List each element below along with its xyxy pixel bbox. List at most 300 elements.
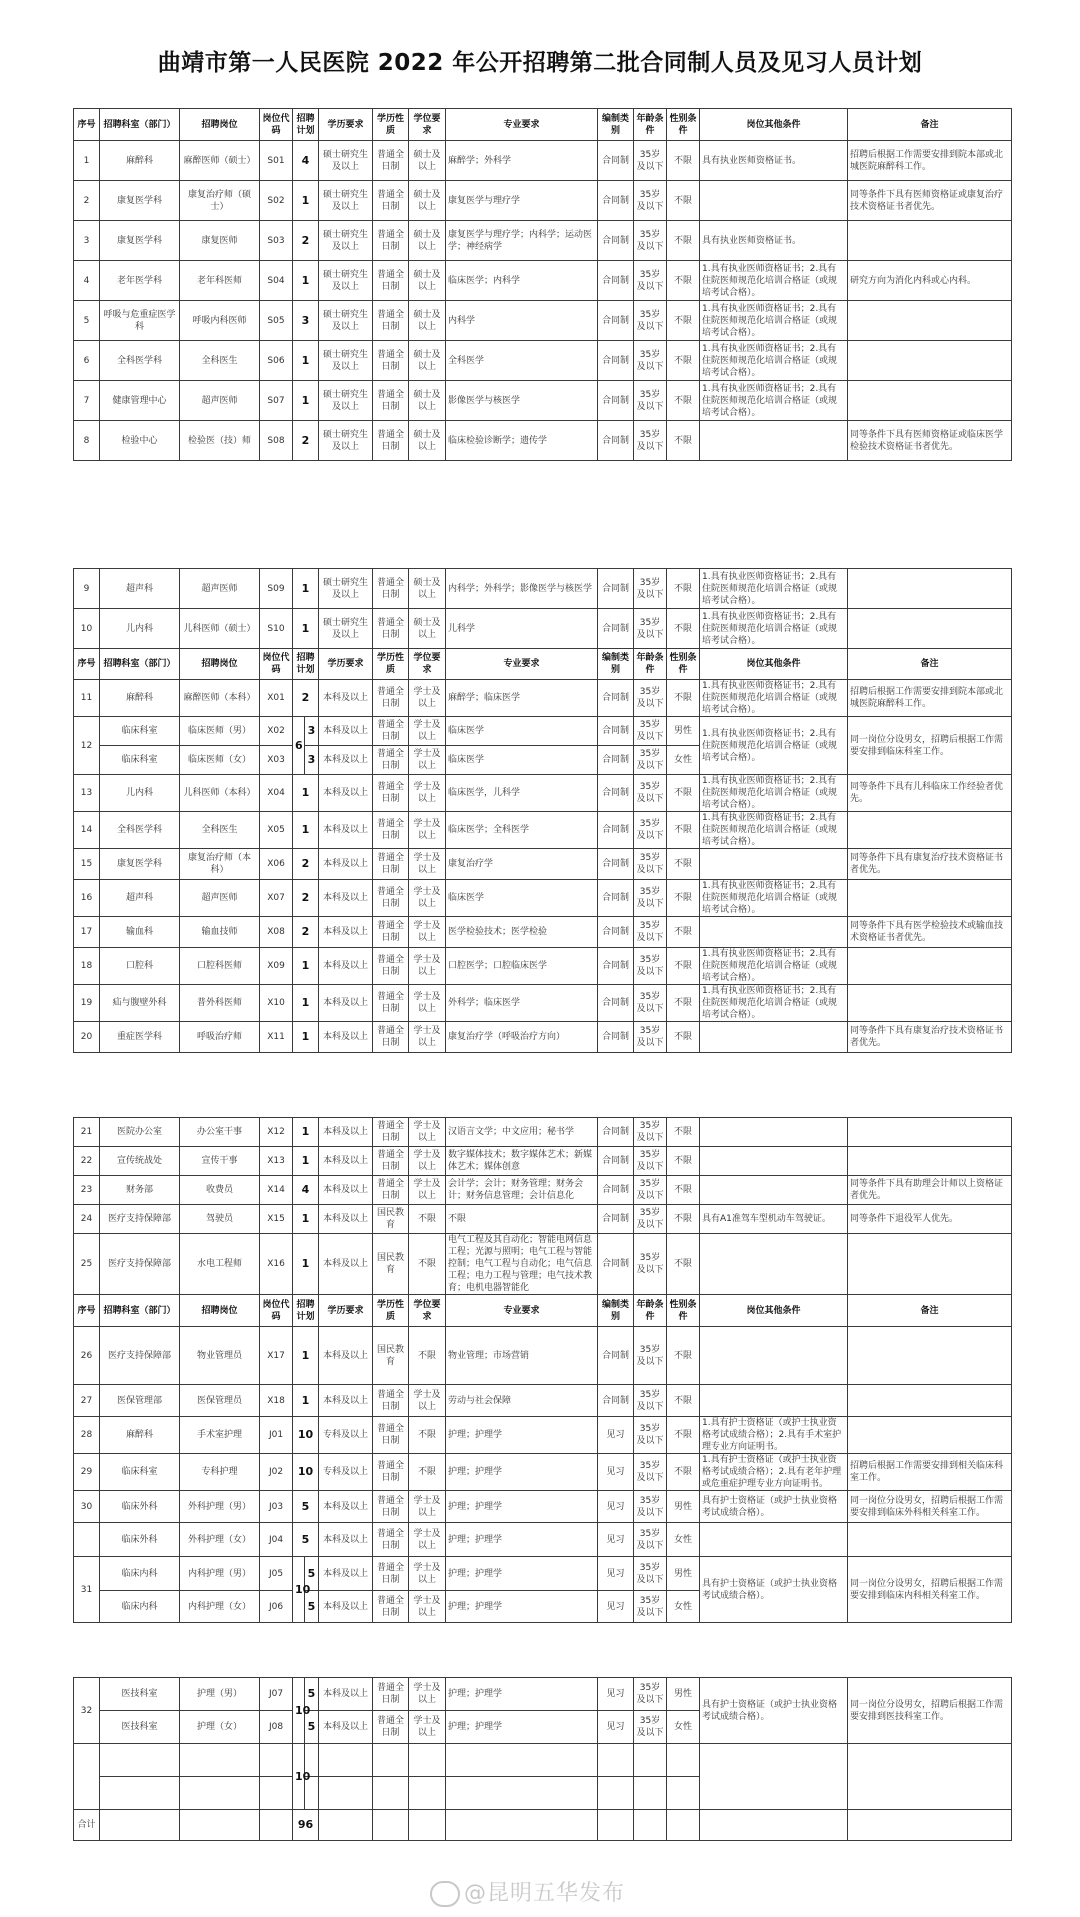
- cell-c: X03: [260, 746, 293, 775]
- cell-o: 具有护士资格证（或护士执业资格考试成绩合格）。: [700, 1491, 848, 1523]
- plan-cell: 5: [293, 1523, 319, 1557]
- cell-o: [700, 1118, 848, 1147]
- plan-cell: 1: [293, 569, 319, 609]
- header-note: 备注: [848, 649, 1012, 680]
- cell-e: 本科及以上: [319, 717, 373, 746]
- cell-n: 12: [74, 717, 100, 775]
- cell-f: 普通全日制: [373, 569, 409, 609]
- cell-p: 专科护理: [180, 1454, 260, 1491]
- header-code: 岗位代码: [260, 109, 293, 141]
- header-major: 专业要求: [446, 109, 598, 141]
- table-row: [74, 1205, 1012, 1234]
- cell-d: 医疗支持保障部: [100, 1205, 180, 1234]
- cell-c: S03: [260, 221, 293, 261]
- table-row: [74, 381, 1012, 421]
- cell-x: 女性: [667, 1591, 700, 1623]
- cell-d: 财务部: [100, 1176, 180, 1205]
- cell-s: 合同制: [598, 301, 634, 341]
- cell-a: 35岁及以下: [634, 609, 667, 649]
- cell-e: 本科及以上: [319, 1327, 373, 1385]
- cell-s: 合同制: [598, 1234, 634, 1295]
- cell-d: 临床内科: [100, 1591, 180, 1623]
- cell-g: 学士及以上: [409, 1491, 446, 1523]
- cell-r: [848, 221, 1012, 261]
- cell-m: 物业管理；市场营销: [446, 1327, 598, 1385]
- cell-f: 普通全日制: [373, 1523, 409, 1557]
- cell-e: 本科及以上: [319, 1205, 373, 1234]
- cell-c: X13: [260, 1147, 293, 1176]
- cell-e: 专科及以上: [319, 1417, 373, 1454]
- header-plan: 招聘计划: [293, 649, 319, 680]
- cell-g: 不限: [409, 1454, 446, 1491]
- cell-r: 招聘后根据工作需要安排到院本部或北城医院麻醉科工作。: [848, 680, 1012, 717]
- cell-e: 硕士研究生及以上: [319, 421, 373, 461]
- cell-p: 超声医师: [180, 569, 260, 609]
- cell-r: [848, 609, 1012, 649]
- cell-p: 临床医师（女）: [180, 746, 260, 775]
- cell-g: 学士及以上: [409, 880, 446, 917]
- cell-n: [74, 1744, 100, 1810]
- plan-cell: 5: [305, 1557, 319, 1591]
- cell-g: 学士及以上: [409, 1557, 446, 1591]
- cell-e: 硕士研究生及以上: [319, 141, 373, 181]
- table-row: [74, 1523, 1012, 1557]
- cell-c: X08: [260, 917, 293, 948]
- cell-a: 35岁及以下: [634, 775, 667, 812]
- cell-o: 具有护士资格证（或护士执业资格考试成绩合格）。: [700, 1557, 848, 1623]
- cell-r: [848, 1744, 1012, 1810]
- cell-o: [700, 917, 848, 948]
- cell-o: 1.具有护士资格证（或护士执业资格考试成绩合格）；2.具有老年护理或危重症护理专业方向证明书。: [700, 1454, 848, 1491]
- cell-f: 国民教育: [373, 1234, 409, 1295]
- cell-a: 35岁及以下: [634, 1491, 667, 1523]
- cell-s: 合同制: [598, 948, 634, 985]
- cell-n: 10: [74, 609, 100, 649]
- cell-d: 麻醉科: [100, 141, 180, 181]
- cell-g: 学士及以上: [409, 948, 446, 985]
- cell-x: 男性: [667, 1678, 700, 1711]
- cell-f: 普通全日制: [373, 261, 409, 301]
- cell-f: 普通全日制: [373, 609, 409, 649]
- table-row: [74, 1417, 1012, 1454]
- cell-x: 不限: [667, 609, 700, 649]
- cell-p: 老年科医师: [180, 261, 260, 301]
- header-seq: 序号: [74, 649, 100, 680]
- cell-c: X17: [260, 1327, 293, 1385]
- cell-m: 内科学: [446, 301, 598, 341]
- total-row: [74, 1810, 1012, 1841]
- cell-r: 同一岗位分设男女，招聘后根据工作需要安排到医技科室工作。: [848, 1678, 1012, 1744]
- cell-f: 普通全日制: [373, 1591, 409, 1623]
- cell-m: 麻醉学；临床医学: [446, 680, 598, 717]
- cell-n: [74, 1523, 100, 1557]
- cell-r: 招聘后根据工作需要安排到院本部或北城医院麻醉科工作。: [848, 141, 1012, 181]
- cell-o: 1.具有执业医师资格证书；2.具有住院医师规范化培训合格证（或规培考试合格）。: [700, 341, 848, 381]
- cell-d: 医疗支持保障部: [100, 1327, 180, 1385]
- header-plan: 招聘计划: [293, 1295, 319, 1327]
- header-degree: 学位要求: [409, 109, 446, 141]
- cell-o: [700, 1385, 848, 1417]
- cell-o: [700, 849, 848, 880]
- cell-m: 内科学；外科学；影像医学与核医学: [446, 569, 598, 609]
- header-edu: 学历要求: [319, 1295, 373, 1327]
- cell-c: X12: [260, 1118, 293, 1147]
- cell-m: [446, 1744, 598, 1777]
- cell-x: 男性: [667, 1491, 700, 1523]
- cell-o: 具有护士资格证（或护士执业资格考试成绩合格）。: [700, 1678, 848, 1744]
- cell-e: 硕士研究生及以上: [319, 301, 373, 341]
- cell-m: 劳动与社会保障: [446, 1385, 598, 1417]
- watermark: [430, 1876, 625, 1907]
- cell-e: 硕士研究生及以上: [319, 261, 373, 301]
- cell-x: 不限: [667, 985, 700, 1022]
- cell-c: S09: [260, 569, 293, 609]
- cell-c: S10: [260, 609, 293, 649]
- plan-cell: 10: [293, 1454, 319, 1491]
- cell-s: 合同制: [598, 609, 634, 649]
- table-row: [74, 717, 1012, 746]
- plan-cell: 1: [293, 1234, 319, 1295]
- header-code: 岗位代码: [260, 1295, 293, 1327]
- cell-o: 1.具有执业医师资格证书；2.具有住院医师规范化培训合格证（或规培考试合格）。: [700, 680, 848, 717]
- cell-m: 临床医学: [446, 746, 598, 775]
- cell-g: 硕士及以上: [409, 609, 446, 649]
- cell-g: 学士及以上: [409, 812, 446, 849]
- cell-e: 硕士研究生及以上: [319, 381, 373, 421]
- cell-x: 不限: [667, 849, 700, 880]
- cell-p: 呼吸治疗师: [180, 1022, 260, 1053]
- total-value: 96: [293, 1810, 319, 1841]
- cell-p: 超声医师: [180, 381, 260, 421]
- cell-r: [848, 1385, 1012, 1417]
- cell-x: 不限: [667, 812, 700, 849]
- cell-x: 不限: [667, 221, 700, 261]
- cell-e: 本科及以上: [319, 917, 373, 948]
- merged-plan-cell: 10: [293, 1744, 305, 1810]
- cell-g: 学士及以上: [409, 1176, 446, 1205]
- table-row: [74, 141, 1012, 181]
- cell-c: J03: [260, 1491, 293, 1523]
- table-row: [74, 1327, 1012, 1385]
- cell-p: 麻醉医师（本科）: [180, 680, 260, 717]
- cell-a: 35岁及以下: [634, 221, 667, 261]
- cell-a: 35岁及以下: [634, 1234, 667, 1295]
- cell-r: [848, 1118, 1012, 1147]
- table-row: [74, 1678, 1012, 1711]
- cell-g: 不限: [409, 1417, 446, 1454]
- cell-a: 35岁及以下: [634, 1205, 667, 1234]
- cell-c: X16: [260, 1234, 293, 1295]
- cell-f: 普通全日制: [373, 1557, 409, 1591]
- cell-g: 硕士及以上: [409, 421, 446, 461]
- cell-c: X15: [260, 1205, 293, 1234]
- cell-p: 普外科医师: [180, 985, 260, 1022]
- cell-x: 不限: [667, 1417, 700, 1454]
- plan-cell: 10: [293, 1417, 319, 1454]
- empty-cell: [700, 1810, 848, 1841]
- cell-g: 硕士及以上: [409, 381, 446, 421]
- cell-r: 同等条件下具有医师资格证或临床医学检验技术资格证书者优先。: [848, 421, 1012, 461]
- cell-p: 外科护理（女）: [180, 1523, 260, 1557]
- cell-a: 35岁及以下: [634, 917, 667, 948]
- cell-r: 同等条件下具有儿科临床工作经验者优先。: [848, 775, 1012, 812]
- cell-m: 不限: [446, 1205, 598, 1234]
- cell-c: X09: [260, 948, 293, 985]
- header-staff: 编制类别: [598, 1295, 634, 1327]
- cell-p: 内科护理（男）: [180, 1557, 260, 1591]
- cell-m: 麻醉学；外科学: [446, 141, 598, 181]
- cell-c: J04: [260, 1523, 293, 1557]
- cell-x: 不限: [667, 917, 700, 948]
- cell-g: 学士及以上: [409, 1711, 446, 1744]
- table-row: [74, 1491, 1012, 1523]
- cell-x: 不限: [667, 775, 700, 812]
- cell-r: 同等条件下具有助理会计师以上资格证者优先。: [848, 1176, 1012, 1205]
- cell-s: [598, 1777, 634, 1810]
- cell-g: 学士及以上: [409, 849, 446, 880]
- cell-f: 普通全日制: [373, 849, 409, 880]
- cell-m: 会计学；会计；财务管理；财务会计；财务信息管理；会计信息化: [446, 1176, 598, 1205]
- cell-a: 35岁及以下: [634, 1118, 667, 1147]
- table-row: [74, 1147, 1012, 1176]
- plan-cell: 3: [305, 717, 319, 746]
- cell-c: J06: [260, 1591, 293, 1623]
- cell-f: 普通全日制: [373, 1147, 409, 1176]
- cell-q: 3: [293, 301, 319, 341]
- header-staff: 编制类别: [598, 649, 634, 680]
- cell-s: 合同制: [598, 775, 634, 812]
- cell-r: 研究方向为消化内科或心内科。: [848, 261, 1012, 301]
- cell-r: 同一岗位分设男女，招聘后根据工作需要安排到临床外科相关科室工作。: [848, 1491, 1012, 1523]
- cell-x: 不限: [667, 421, 700, 461]
- cell-a: 35岁及以下: [634, 1327, 667, 1385]
- cell-s: 见习: [598, 1454, 634, 1491]
- cell-a: 35岁及以下: [634, 1523, 667, 1557]
- empty-cell: [260, 1810, 293, 1841]
- table-row: [74, 1176, 1012, 1205]
- cell-m: 护理；护理学: [446, 1454, 598, 1491]
- cell-m: 外科学；临床医学: [446, 985, 598, 1022]
- cell-d: [100, 1744, 180, 1777]
- cell-d: 口腔科: [100, 948, 180, 985]
- cell-c: J01: [260, 1417, 293, 1454]
- cell-g: 学士及以上: [409, 985, 446, 1022]
- cell-q: 1: [293, 261, 319, 301]
- cell-a: 35岁及以下: [634, 717, 667, 746]
- cell-e: 本科及以上: [319, 948, 373, 985]
- cell-m: 护理；护理学: [446, 1417, 598, 1454]
- cell-p: 护理（男）: [180, 1678, 260, 1711]
- cell-e: 本科及以上: [319, 680, 373, 717]
- plan-cell: 5: [305, 1678, 319, 1711]
- cell-x: 不限: [667, 261, 700, 301]
- cell-r: [848, 1147, 1012, 1176]
- cell-d: 医院办公室: [100, 1118, 180, 1147]
- cell-c: X07: [260, 880, 293, 917]
- cell-p: 手术室护理: [180, 1417, 260, 1454]
- cell-d: 儿内科: [100, 775, 180, 812]
- cell-s: 合同制: [598, 261, 634, 301]
- plan-cell: 5: [305, 1711, 319, 1744]
- cell-x: 不限: [667, 1022, 700, 1053]
- plan-cell: 1: [293, 609, 319, 649]
- cell-x: 女性: [667, 1523, 700, 1557]
- cell-r: [848, 1523, 1012, 1557]
- cell-r: [848, 1327, 1012, 1385]
- table-row: [74, 569, 1012, 609]
- cell-d: 老年医学科: [100, 261, 180, 301]
- cell-n: 21: [74, 1118, 100, 1147]
- cell-c: X01: [260, 680, 293, 717]
- cell-e: 本科及以上: [319, 775, 373, 812]
- cell-x: 女性: [667, 746, 700, 775]
- cell-c: S07: [260, 381, 293, 421]
- cell-x: 不限: [667, 341, 700, 381]
- header-gender: 性别条件: [667, 109, 700, 141]
- cell-x: 不限: [667, 1454, 700, 1491]
- cell-s: 合同制: [598, 812, 634, 849]
- cell-n: 3: [74, 221, 100, 261]
- plan-cell: 1: [293, 948, 319, 985]
- cell-c: [260, 1777, 293, 1810]
- cell-s: 见习: [598, 1711, 634, 1744]
- cell-c: S06: [260, 341, 293, 381]
- cell-p: 水电工程师: [180, 1234, 260, 1295]
- table-row: [74, 880, 1012, 917]
- cell-r: [848, 985, 1012, 1022]
- cell-e: 硕士研究生及以上: [319, 181, 373, 221]
- cell-s: 合同制: [598, 141, 634, 181]
- cell-s: 合同制: [598, 985, 634, 1022]
- cell-s: 合同制: [598, 1118, 634, 1147]
- cell-d: 临床科室: [100, 746, 180, 775]
- cell-x: 不限: [667, 569, 700, 609]
- cell-x: 不限: [667, 1118, 700, 1147]
- cell-d: 临床内科: [100, 1557, 180, 1591]
- plan-cell: 1: [293, 1327, 319, 1385]
- cell-n: 1: [74, 141, 100, 181]
- cell-o: 1.具有执业医师资格证书；2.具有住院医师规范化培训合格证（或规培考试合格）。: [700, 381, 848, 421]
- cell-n: 23: [74, 1176, 100, 1205]
- cell-s: 合同制: [598, 717, 634, 746]
- cell-a: 35岁及以下: [634, 341, 667, 381]
- cell-p: 康复医师: [180, 221, 260, 261]
- cell-a: 35岁及以下: [634, 1417, 667, 1454]
- cell-x: 不限: [667, 181, 700, 221]
- cell-a: 35岁及以下: [634, 1591, 667, 1623]
- cell-p: 超声医师: [180, 880, 260, 917]
- cell-a: 35岁及以下: [634, 812, 667, 849]
- cell-d: [100, 1777, 180, 1810]
- cell-q: 1: [293, 381, 319, 421]
- cell-d: 康复医学科: [100, 849, 180, 880]
- cell-o: [700, 1327, 848, 1385]
- cell-c: S04: [260, 261, 293, 301]
- cell-r: 同一岗位分设男女，招聘后根据工作需要安排到临床内科相关科室工作。: [848, 1557, 1012, 1623]
- empty-cell: [598, 1810, 634, 1841]
- table-row: [74, 609, 1012, 649]
- cell-g: 学士及以上: [409, 1385, 446, 1417]
- plan-cell: 1: [293, 812, 319, 849]
- cell-q: 2: [293, 221, 319, 261]
- header-other: 岗位其他条件: [700, 1295, 848, 1327]
- cell-o: 1.具有执业医师资格证书；2.具有住院医师规范化培训合格证（或规培考试合格）。: [700, 569, 848, 609]
- table-row: [74, 775, 1012, 812]
- cell-f: 普通全日制: [373, 181, 409, 221]
- cell-e: 本科及以上: [319, 1678, 373, 1711]
- cell-o: 具有A1准驾车型机动车驾驶证。: [700, 1205, 848, 1234]
- table-row: [74, 1385, 1012, 1417]
- cell-x: 不限: [667, 381, 700, 421]
- plan-cell: 3: [305, 746, 319, 775]
- table-row: [74, 221, 1012, 261]
- cell-x: 不限: [667, 948, 700, 985]
- cell-o: 1.具有执业医师资格证书；2.具有住院医师规范化培训合格证（或规培考试合格）。: [700, 948, 848, 985]
- cell-m: 护理；护理学: [446, 1678, 598, 1711]
- cell-r: [848, 301, 1012, 341]
- cell-c: X10: [260, 985, 293, 1022]
- cell-f: 普通全日制: [373, 880, 409, 917]
- cell-a: 35岁及以下: [634, 1678, 667, 1711]
- empty-cell: [180, 1810, 260, 1841]
- cell-p: 宣传干事: [180, 1147, 260, 1176]
- cell-d: 全科医学科: [100, 341, 180, 381]
- cell-r: [848, 381, 1012, 421]
- cell-o: 具有执业医师资格证书。: [700, 141, 848, 181]
- cell-s: 合同制: [598, 341, 634, 381]
- cell-r: [848, 341, 1012, 381]
- recruitment-table-part-4: [73, 1677, 1012, 1841]
- table-row: [74, 1454, 1012, 1491]
- cell-s: 合同制: [598, 880, 634, 917]
- cell-o: 1.具有执业医师资格证书；2.具有住院医师规范化培训合格证（或规培考试合格）。: [700, 609, 848, 649]
- cell-n: 17: [74, 917, 100, 948]
- cell-f: 普通全日制: [373, 381, 409, 421]
- cell-n: 29: [74, 1454, 100, 1491]
- cell-m: 临床医学: [446, 717, 598, 746]
- cell-p: 儿科医师（本科）: [180, 775, 260, 812]
- header-major: 专业要求: [446, 649, 598, 680]
- cell-s: 见习: [598, 1591, 634, 1623]
- cell-x: [667, 1744, 700, 1777]
- plan-cell: 1: [293, 1118, 319, 1147]
- cell-e: 硕士研究生及以上: [319, 609, 373, 649]
- table-row: [74, 917, 1012, 948]
- header-major: 专业要求: [446, 1295, 598, 1327]
- cell-f: 国民教育: [373, 1327, 409, 1385]
- cell-g: 学士及以上: [409, 1523, 446, 1557]
- cell-a: 35岁及以下: [634, 1147, 667, 1176]
- cell-p: 物业管理员: [180, 1327, 260, 1385]
- plan-cell: 2: [293, 917, 319, 948]
- cell-s: 合同制: [598, 1327, 634, 1385]
- cell-f: 普通全日制: [373, 1118, 409, 1147]
- cell-n: 14: [74, 812, 100, 849]
- cell-m: 医学检验技术；医学检验: [446, 917, 598, 948]
- cell-f: 国民教育: [373, 1205, 409, 1234]
- cell-n: 2: [74, 181, 100, 221]
- cell-e: 本科及以上: [319, 1176, 373, 1205]
- cell-e: 本科及以上: [319, 1591, 373, 1623]
- cell-n: 25: [74, 1234, 100, 1295]
- cell-c: [260, 1744, 293, 1777]
- cell-a: 35岁及以下: [634, 1385, 667, 1417]
- cell-o: [700, 421, 848, 461]
- cell-o: [700, 1176, 848, 1205]
- cell-f: 普通全日制: [373, 775, 409, 812]
- cell-n: 13: [74, 775, 100, 812]
- cell-g: 学士及以上: [409, 1591, 446, 1623]
